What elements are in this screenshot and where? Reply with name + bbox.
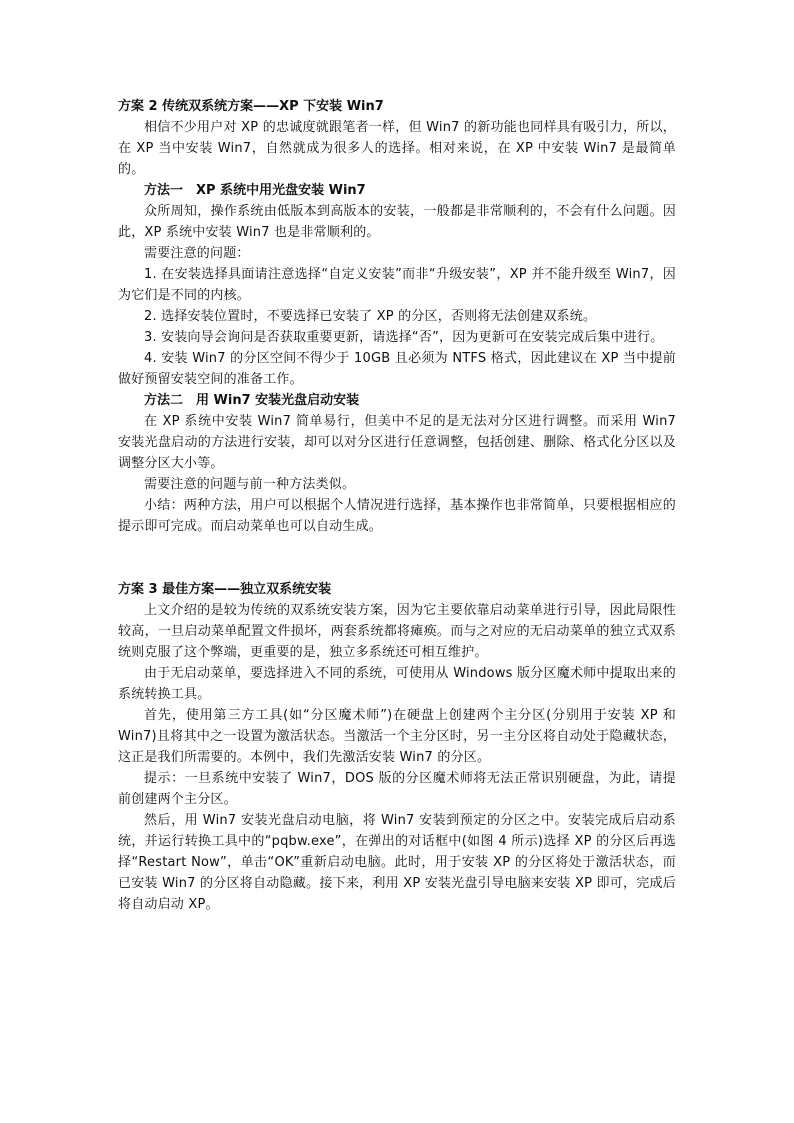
section3-paragraph-3: 首先，使用第三方工具(如“分区魔术师”)在硬盘上创建两个主分区(分别用于安装 XP 和 Win7)且将其中之一设置为激活状态。当激活一个主分区时，另一主分区将自动处于隐藏状态，这正是我们所需要的。本例中，我们先激活安装 Win7 的分区。 (118, 708, 676, 765)
section2-intro: 相信不少用户对 XP 的忠诚度就跟笔者一样，但 Win7 的新功能也同样具有吸引力，所以，在 XP 当中安装 Win7，自然就成为很多人的选择。相对来说，在 XP 中安装 Win7 是最简单的。 (118, 120, 676, 177)
section3-paragraph-5: 然后，用 Win7 安装光盘启动电脑，将 Win7 安装到预定的分区之中。安装完成后启动系统，并运行转换工具中的“pqbw.exe”，在弹出的对话框中(如图 4 所示)选择 XP 的分区后再选择“Restart Now”，单击“OK”重新启动电脑。此时，用于安装 XP 的分区将处于激活状态，而已安装 Win7 的分区将自动隐藏。接下来，利用 XP 安装光盘引导电脑来安装 XP 即可，完成后将自动启动 XP。 (118, 813, 676, 912)
method1-title: 方法一 XP 系统中用光盘安装 Win7 (144, 183, 366, 198)
note-item-2: 2. 选择安装位置时，不要选择已安装了 XP 的分区，否则将无法创建双系统。 (144, 309, 597, 324)
note-item-3: 3. 安装向导会询问是否获取重要更新，请选择“否”，因为更新可在安装完成后集中进行。 (144, 330, 664, 345)
summary-paragraph: 小结：两种方法，用户可以根据个人情况进行选择，基本操作也非常简单，只要根据相应的提示即可完成。而启动菜单也可以自动生成。 (118, 498, 676, 534)
note-item-4: 4. 安装 Win7 的分区空间不得少于 10GB 且必须为 NTFS 格式，因此建议在 XP 当中提前做好预留安装空间的准备工作。 (118, 351, 676, 387)
method2-title: 方法二 用 Win7 安装光盘启动安装 (144, 393, 360, 408)
section2-title: 方案 2 传统双系统方案——XP 下安装 Win7 (118, 99, 384, 114)
section3-paragraph-1: 上文介绍的是较为传统的双系统安装方案，因为它主要依靠启动菜单进行引导，因此局限性较高，一旦启动菜单配置文件损坏，两套系统都将瘫痪。而与之对应的无启动菜单的独立式双系统则克服了这个弊端，更重要的是，独立多系统还可相互维护。 (118, 603, 676, 660)
document-page (118, 96, 676, 915)
section3-title: 方案 3 最佳方案——独立双系统安装 (118, 582, 332, 597)
note-item-1: 1. 在安装选择具面请注意选择“自定义安装”而非“升级安装”，XP 并不能升级至 Win7，因为它们是不同的内核。 (118, 267, 676, 303)
method1-notes-label: 需要注意的问题： (144, 246, 250, 261)
method1-paragraph: 众所周知，操作系统由低版本到高版本的安装，一般都是非常顺利的，不会有什么问题。因此，XP 系统中安装 Win7 也是非常顺利的。 (118, 204, 676, 240)
section3-paragraph-2: 由于无启动菜单，要选择进入不同的系统，可使用从 Windows 版分区魔术师中提取出来的系统转换工具。 (118, 666, 676, 702)
section3-tip: 提示：一旦系统中安装了 Win7，DOS 版的分区魔术师将无法正常识别硬盘，为此，请提前创建两个主分区。 (118, 771, 676, 807)
section-spacer (118, 537, 676, 579)
method2-note: 需要注意的问题与前一种方法类似。 (144, 477, 356, 492)
method2-paragraph: 在 XP 系统中安装 Win7 简单易行，但美中不足的是无法对分区进行调整。而采用 Win7 安装光盘启动的方法进行安装，却可以对分区进行任意调整，包括创建、删除、格式化分区以及调整分区大小等。 (118, 414, 676, 471)
